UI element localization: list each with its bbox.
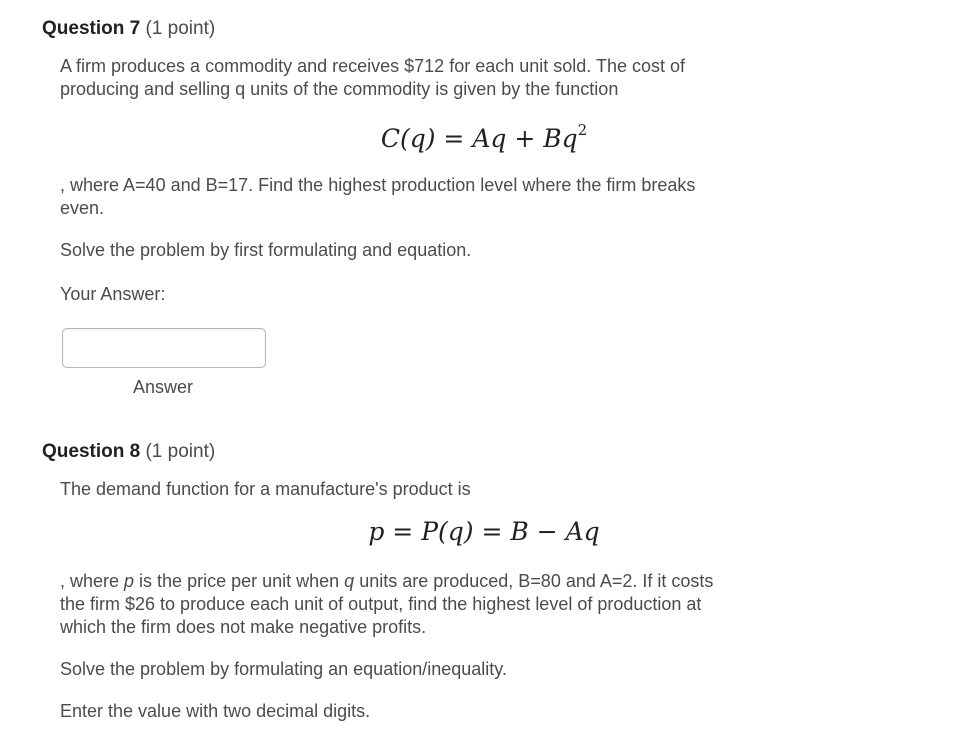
where-line: the firm $26 to produce each unit of output, find the highest level of production at xyxy=(60,594,702,614)
where-text: is the price per unit when xyxy=(134,571,345,591)
answer-field-label: Answer xyxy=(133,377,194,397)
intro-line: A firm produces a commodity and receives $712 for each unit sold. The cost of xyxy=(60,56,685,76)
where-line: which the firm does not make negative profits. xyxy=(60,617,427,637)
question-title: Question 8 xyxy=(42,441,141,462)
question-7-intro xyxy=(60,55,780,101)
where-text: units are produced, B=80 and A=2. If it costs xyxy=(354,571,714,591)
question-7-instruction: Solve the problem by first formulating and equation. xyxy=(60,240,472,260)
where-var-p: p xyxy=(124,571,135,591)
formula-b: B xyxy=(510,517,529,546)
where-text: , where xyxy=(60,571,125,591)
where-line: even. xyxy=(60,198,105,218)
formula-p: p xyxy=(368,517,385,546)
formula-lhs: C(q) = xyxy=(380,124,473,153)
question-8-where xyxy=(60,570,780,639)
question-7-where xyxy=(60,174,780,220)
formula-exponent: 2 xyxy=(577,121,588,139)
formula-term-bq: Bq xyxy=(543,124,578,153)
question-7-header xyxy=(42,18,215,40)
question-8-intro: The demand function for a manufacture's product is xyxy=(60,479,471,499)
question-points: (1 point) xyxy=(145,18,216,39)
formula-minus: − xyxy=(528,517,566,546)
formula-equals: = xyxy=(384,517,422,546)
formula-aq: Aq xyxy=(565,517,600,546)
question-points: (1 point) xyxy=(145,441,216,462)
question-title: Question 7 xyxy=(42,18,141,39)
cost-function-formula xyxy=(0,121,968,153)
where-line xyxy=(60,570,780,593)
formula-plus: + xyxy=(506,124,544,153)
where-var-q: q xyxy=(344,571,355,591)
formula-pq: P(q) xyxy=(421,517,474,546)
answer-input[interactable] xyxy=(62,328,266,368)
formula-equals: = xyxy=(473,517,511,546)
where-line: , where A=40 and B=17. Find the highest production level where the firm breaks xyxy=(60,175,696,195)
question-8-header xyxy=(42,441,215,463)
intro-line: producing and selling q units of the commodity is given by the function xyxy=(60,79,619,99)
demand-function-formula xyxy=(0,517,968,546)
question-8-enter-value: Enter the value with two decimal digits. xyxy=(60,701,371,721)
your-answer-label: Your Answer: xyxy=(60,284,166,304)
question-8-instruction: Solve the problem by formulating an equation/inequality. xyxy=(60,659,507,679)
formula-term-aq: Aq xyxy=(472,124,507,153)
